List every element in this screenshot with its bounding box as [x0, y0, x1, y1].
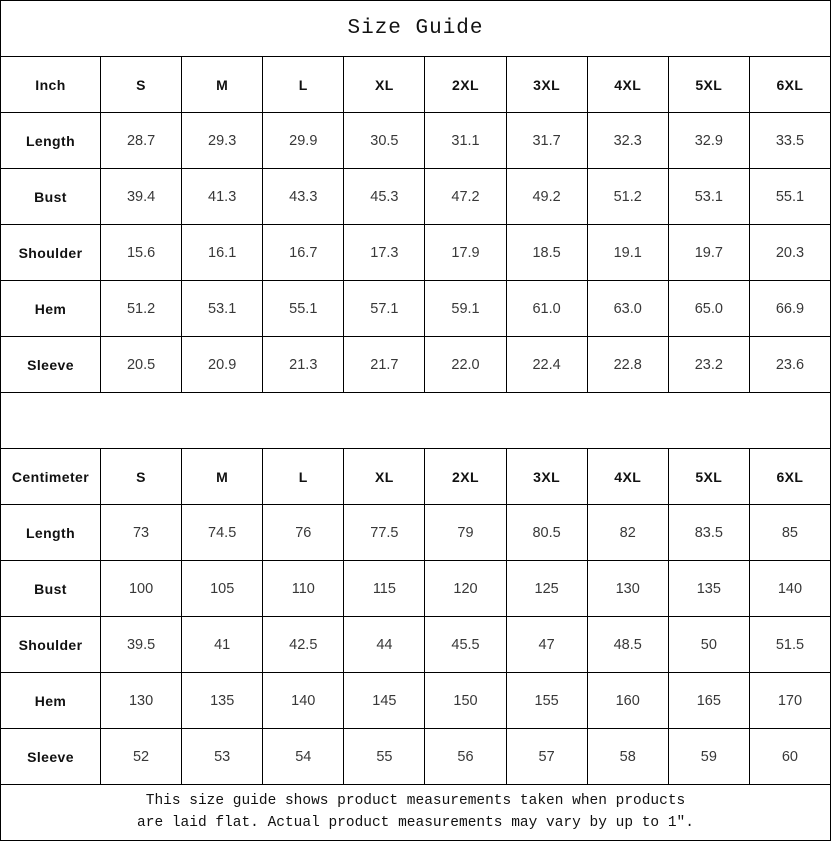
size-column-header: 3XL — [506, 449, 587, 505]
measurement-value: 31.1 — [425, 113, 506, 169]
measurement-value: 43.3 — [263, 169, 344, 225]
size-column-header: 5XL — [668, 57, 749, 113]
measurement-value: 45.5 — [425, 617, 506, 673]
footer-note — [1, 785, 831, 841]
measurement-row — [1, 281, 831, 337]
measurement-label: Sleeve — [1, 729, 101, 785]
measurement-value: 55.1 — [749, 169, 830, 225]
measurement-label: Hem — [1, 281, 101, 337]
size-header-row — [1, 449, 831, 505]
size-column-header: XL — [344, 449, 425, 505]
measurement-value: 44 — [344, 617, 425, 673]
measurement-value: 130 — [587, 561, 668, 617]
page-title: Size Guide — [1, 1, 831, 57]
size-column-header: M — [182, 449, 263, 505]
size-column-header: 2XL — [425, 57, 506, 113]
size-column-header: 6XL — [749, 57, 830, 113]
measurement-value: 33.5 — [749, 113, 830, 169]
measurement-value: 66.9 — [749, 281, 830, 337]
measurement-value: 120 — [425, 561, 506, 617]
size-column-header: 2XL — [425, 449, 506, 505]
measurement-value: 23.2 — [668, 337, 749, 393]
measurement-value: 16.7 — [263, 225, 344, 281]
size-column-header: 3XL — [506, 57, 587, 113]
measurement-value: 57.1 — [344, 281, 425, 337]
measurement-value: 18.5 — [506, 225, 587, 281]
measurement-value: 155 — [506, 673, 587, 729]
measurement-value: 19.1 — [587, 225, 668, 281]
measurement-value: 54 — [263, 729, 344, 785]
size-column-header: 6XL — [749, 449, 830, 505]
size-header-row — [1, 57, 831, 113]
measurement-value: 20.9 — [182, 337, 263, 393]
measurement-value: 59 — [668, 729, 749, 785]
measurement-value: 29.3 — [182, 113, 263, 169]
measurement-value: 140 — [749, 561, 830, 617]
measurement-value: 45.3 — [344, 169, 425, 225]
measurement-row — [1, 113, 831, 169]
measurement-value: 85 — [749, 505, 830, 561]
unit-header: Centimeter — [1, 449, 101, 505]
measurement-value: 20.3 — [749, 225, 830, 281]
measurement-value: 39.4 — [101, 169, 182, 225]
measurement-value: 74.5 — [182, 505, 263, 561]
measurement-value: 125 — [506, 561, 587, 617]
measurement-value: 82 — [587, 505, 668, 561]
measurement-value: 140 — [263, 673, 344, 729]
measurement-value: 22.8 — [587, 337, 668, 393]
measurement-value: 49.2 — [506, 169, 587, 225]
measurement-value: 17.3 — [344, 225, 425, 281]
measurement-label: Bust — [1, 561, 101, 617]
measurement-value: 60 — [749, 729, 830, 785]
size-column-header: L — [263, 57, 344, 113]
inch-table-body — [1, 57, 831, 393]
measurement-value: 51.2 — [101, 281, 182, 337]
measurement-value: 170 — [749, 673, 830, 729]
measurement-value: 56 — [425, 729, 506, 785]
measurement-value: 52 — [101, 729, 182, 785]
measurement-value: 83.5 — [668, 505, 749, 561]
measurement-value: 16.1 — [182, 225, 263, 281]
measurement-value: 55.1 — [263, 281, 344, 337]
measurement-label: Bust — [1, 169, 101, 225]
footer-note-line-2: are laid flat. Actual product measurements may vary by up to 1″. — [137, 814, 694, 831]
measurement-value: 53 — [182, 729, 263, 785]
measurement-value: 50 — [668, 617, 749, 673]
spacer-section — [1, 393, 831, 449]
measurement-value: 135 — [668, 561, 749, 617]
size-column-header: S — [101, 449, 182, 505]
measurement-value: 39.5 — [101, 617, 182, 673]
measurement-value: 135 — [182, 673, 263, 729]
measurement-value: 20.5 — [101, 337, 182, 393]
measurement-value: 77.5 — [344, 505, 425, 561]
measurement-value: 41 — [182, 617, 263, 673]
measurement-value: 63.0 — [587, 281, 668, 337]
measurement-value: 47.2 — [425, 169, 506, 225]
title-section — [1, 1, 831, 57]
measurement-label: Sleeve — [1, 337, 101, 393]
measurement-value: 100 — [101, 561, 182, 617]
measurement-value: 65.0 — [668, 281, 749, 337]
measurement-value: 28.7 — [101, 113, 182, 169]
measurement-value: 15.6 — [101, 225, 182, 281]
footer-row — [1, 785, 831, 841]
measurement-value: 48.5 — [587, 617, 668, 673]
measurement-label: Hem — [1, 673, 101, 729]
unit-header: Inch — [1, 57, 101, 113]
measurement-value: 41.3 — [182, 169, 263, 225]
measurement-row — [1, 729, 831, 785]
measurement-value: 17.9 — [425, 225, 506, 281]
measurement-value: 32.3 — [587, 113, 668, 169]
measurement-value: 30.5 — [344, 113, 425, 169]
measurement-value: 130 — [101, 673, 182, 729]
size-column-header: M — [182, 57, 263, 113]
size-column-header: 5XL — [668, 449, 749, 505]
measurement-value: 73 — [101, 505, 182, 561]
measurement-value: 61.0 — [506, 281, 587, 337]
measurement-value: 19.7 — [668, 225, 749, 281]
size-column-header: L — [263, 449, 344, 505]
spacer-row — [1, 393, 831, 449]
measurement-row — [1, 169, 831, 225]
measurement-value: 57 — [506, 729, 587, 785]
measurement-label: Length — [1, 505, 101, 561]
measurement-value: 55 — [344, 729, 425, 785]
footer-note-line-1: This size guide shows product measurements taken when products — [145, 793, 686, 810]
measurement-row — [1, 617, 831, 673]
measurement-value: 115 — [344, 561, 425, 617]
measurement-value: 110 — [263, 561, 344, 617]
footer-section — [1, 785, 831, 841]
measurement-value: 32.9 — [668, 113, 749, 169]
table-spacer — [1, 393, 831, 449]
measurement-value: 160 — [587, 673, 668, 729]
measurement-value: 58 — [587, 729, 668, 785]
measurement-row — [1, 561, 831, 617]
measurement-value: 76 — [263, 505, 344, 561]
measurement-value: 51.2 — [587, 169, 668, 225]
measurement-value: 21.3 — [263, 337, 344, 393]
measurement-value: 42.5 — [263, 617, 344, 673]
measurement-value: 105 — [182, 561, 263, 617]
measurement-row — [1, 505, 831, 561]
measurement-label: Length — [1, 113, 101, 169]
measurement-row — [1, 337, 831, 393]
size-column-header: 4XL — [587, 57, 668, 113]
title-row — [1, 1, 831, 57]
measurement-value: 145 — [344, 673, 425, 729]
measurement-value: 29.9 — [263, 113, 344, 169]
measurement-label: Shoulder — [1, 617, 101, 673]
measurement-label: Shoulder — [1, 225, 101, 281]
measurement-value: 150 — [425, 673, 506, 729]
measurement-row — [1, 225, 831, 281]
measurement-value: 53.1 — [182, 281, 263, 337]
measurement-row — [1, 673, 831, 729]
measurement-value: 53.1 — [668, 169, 749, 225]
size-column-header: S — [101, 57, 182, 113]
measurement-value: 79 — [425, 505, 506, 561]
measurement-value: 31.7 — [506, 113, 587, 169]
measurement-value: 22.4 — [506, 337, 587, 393]
measurement-value: 22.0 — [425, 337, 506, 393]
measurement-value: 23.6 — [749, 337, 830, 393]
size-column-header: XL — [344, 57, 425, 113]
measurement-value: 47 — [506, 617, 587, 673]
measurement-value: 59.1 — [425, 281, 506, 337]
measurement-value: 80.5 — [506, 505, 587, 561]
measurement-value: 165 — [668, 673, 749, 729]
centimeter-table-body — [1, 449, 831, 785]
measurement-value: 21.7 — [344, 337, 425, 393]
size-column-header: 4XL — [587, 449, 668, 505]
measurement-value: 51.5 — [749, 617, 830, 673]
